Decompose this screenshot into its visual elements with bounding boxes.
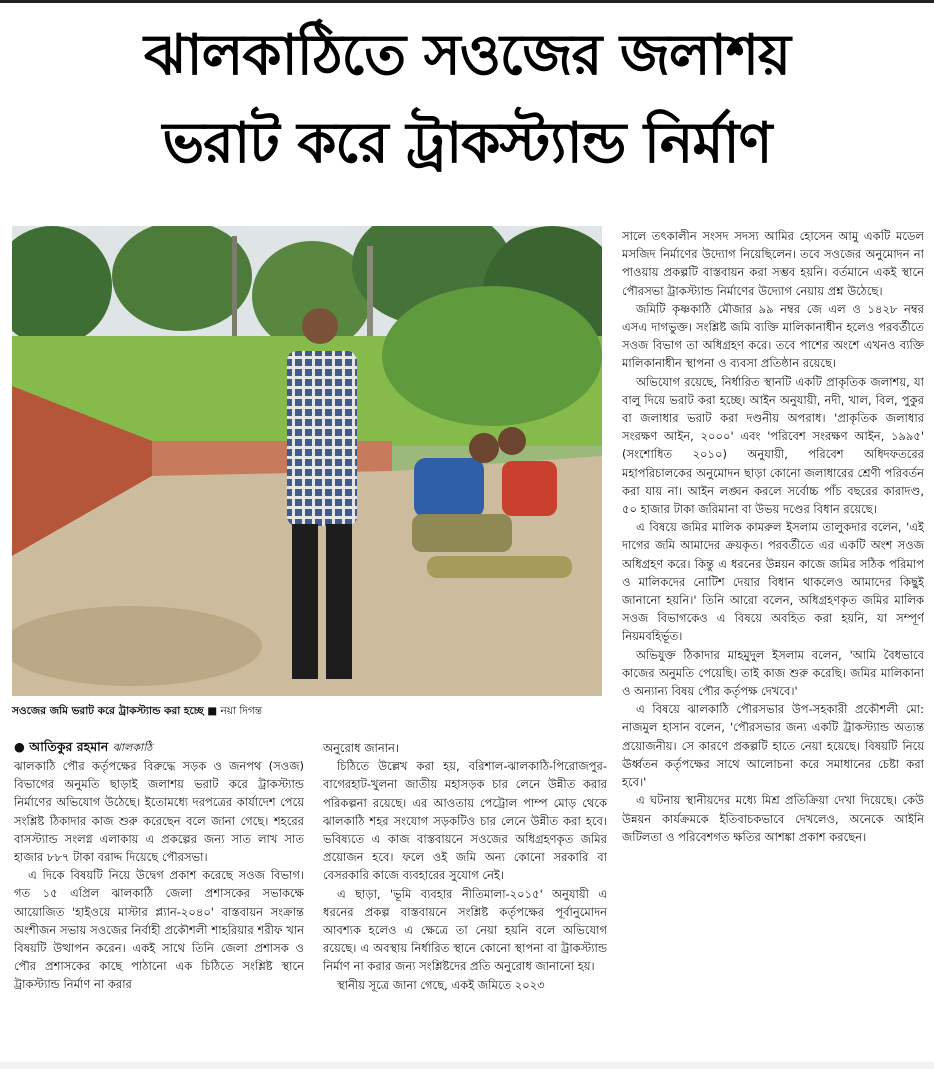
paragraph: এ ঘটনায় স্থানীয়দের মধ্যে মিশ্র প্রতিক্রিয়া দেখা দিয়েছে। কেউ উন্নয়ন কার্যক্রমকে ইতিবাচকভাবে দেখলেও, অনেকে আইনি জটিলতা ও পরিবেশগত ক্ষতির আশঙ্কা প্রকাশ করছেন। [622, 793, 924, 844]
article-column-3 [622, 227, 924, 1059]
photo-caption [12, 704, 612, 721]
paragraph: চিঠিতে উল্লেখ করা হয়, বরিশাল-ঝালকাঠি-পিরোজপুর-বাগেরহাট-খুলনা জাতীয় মহাসড়ক চার লেনে উন্নীত করার পরিকল্পনা রয়েছে। এর আওতায় পেট্রোল পাম্প মোড় থেকে ঝালকাঠি শহর সংযোগ সড়কটিও চার লেনে উন্নীত করা হবে। ভবিষ্যতে এ কাজ বাস্তবায়নে সওজের অধিগ্রহণকৃত জমির প্রয়োজন হবে। ফলে ওই জমি অন্য কোনো সরকারি বা বেসরকারি কাজে ব্যবহারের সুযোগ নেই। [323, 759, 607, 883]
byline-location: ঝালকাঠি [112, 741, 153, 754]
paragraph: এ দিকে বিষয়টি নিয়ে উদ্বেগ প্রকাশ করেছে সওজ বিভাগ। গত ১৫ এপ্রিল ঝালকাঠি জেলা প্রশাসকের সভাকক্ষে আয়োজিত 'হাইওয়ে মাস্টার প্ল্যান-২০৪০' বাস্তবায়ন সংক্রান্ত অংশীজন সভায় সওজের নির্বাহী প্রকৌশলী শাহরিয়ার শরীফ খান বিষয়টি উত্থাপন করেন। একই সাথে তিনি জেলা প্রশাসক ও পৌর প্রশাসকের কাছে পাঠানো এক চিঠিতে সংশ্লিষ্ট স্থানে ট্রাকস্ট্যান্ড নির্মাণ না করার [14, 868, 304, 992]
photo-caption-text: সওজের জমি ভরাট করে ট্রাকস্ট্যান্ড করা হচ্ছে [12, 705, 204, 717]
paragraph: অনুরোধ জানান। [323, 741, 400, 755]
paragraph: ঝালকাঠি পৌর কর্তৃপক্ষের বিরুদ্ধে সড়ক ও জনপথ (সওজ) বিভাগের অনুমতি ছাড়াই জলাশয় ভরাট করে ট্রাকস্ট্যান্ড নির্মাণের অভিযোগ উঠেছে। ইতোমধ্যে দরপত্রের কার্যাদেশ পেয়ে সংশ্লিষ্ট ঠিকাদার কাজ শুরু করেছেন বলে জানা গেছে। শহরের বাসস্ট্যান্ড সংলগ্ন এলাকায় এ প্রকল্পের জন্য সাত লাখ সাত হাজার ৮৮৭ টাকা বরাদ্দ দিয়েছে পৌরসভা। [14, 759, 304, 865]
paragraph: এ বিষয়ে ঝালকাঠি পৌরসভার উপ-সহকারী প্রকৌশলী মো: নাজমুল হাসান বলেন, 'পৌরসভার জন্য একটি ট্রাকস্ট্যান্ড অত্যন্ত প্রয়োজনীয়। সে কারণে প্রকল্পটি হাতে নেয়া হয়েছে। বিষয়টি নিয়ে ঊর্ধ্বতন কর্তৃপক্ষের সাথে আলোচনা করে সমাধানের চেষ্টা করা হবে।' [622, 702, 924, 790]
photo-credit: ■ নয়া দিগন্ত [207, 705, 263, 717]
news-photo-illustration [12, 226, 602, 696]
paragraph: সালে তৎকালীন সংসদ সদস্য আমির হোসেন আমু একটি মডেল মসজিদ নির্মাণের উদ্যোগ নিয়েছিলেন। তবে সওজের অনুমোদন না পাওয়ায় প্রকল্পটি বাস্তবায়ন করা সম্ভব হয়নি। বর্তমানে একই স্থানে পৌরসভা ট্রাকস্ট্যান্ড নির্মাণের উদ্যোগ নেয়ায় প্রশ্ন উঠেছে। [622, 229, 924, 298]
paragraph: এ বিষয়ে জমির মালিক কামরুল ইসলাম তালুকদার বলেন, 'এই দাগের জমি আমাদের ক্রয়কৃত। পরবর্তীতে এর একটি অংশ সওজ অধিগ্রহণ করে। কিন্তু এ ধরনের উন্নয়ন কাজে জমির সঠিক পরিমাপ ও মালিকদের নোটিশ দেয়ার বিধান থাকলেও আমাদের কিছুই জানানো হয়নি।' তিনি আরো বলেন, অধিগ্রহণকৃত জমির মালিক সওজ বিভাগকেও এ বিষয়ে অবহিত করা হয়নি, যা সম্পূর্ণ নিয়মবহির্ভূত। [622, 520, 924, 644]
byline [14, 739, 152, 759]
headline-line-2: ভরাট করে ট্রাকস্ট্যান্ড নির্মাণ [162, 111, 772, 176]
paragraph: জমিটি কৃষ্ণকাঠি মৌজার ৯৯ নম্বর জে এল ও ১৪২৮ নম্বর এসএ দাগভুক্ত। সংশ্লিষ্ট জমি ব্যক্তি মালিকানাধীন হলেও পরবর্তীতে সওজ বিভাগ তা অধিগ্রহণ করে। তবে পাশের অংশে এখনও ব্যক্তি মালিকানাধীন স্থাপনা ও ব্যবসা প্রতিষ্ঠান রয়েছে। [622, 301, 924, 371]
news-photo [12, 226, 602, 696]
top-rule [0, 0, 934, 3]
paragraph: অভিযুক্ত ঠিকাদার মাহমুদুল ইসলাম বলেন, 'আমি বৈধভাবে কাজের অনুমতি পেয়েছি। তাই কাজ শুরু করেছি। জমির মালিকানা ও অন্যান্য বিষয় পৌর কর্তৃপক্ষ দেখবে।' [622, 647, 924, 699]
paragraph: স্থানীয় সূত্রে জানা গেছে, একই জমিতে ২০২৩ [337, 977, 545, 992]
bottom-edge [0, 1062, 934, 1069]
headline-line-1: ঝালকাঠিতে সওজের জলাশয় [143, 23, 791, 88]
byline-author: ● আতিকুর রহমান [14, 739, 109, 754]
paragraph: অভিযোগ রয়েছে, নির্ধারিত স্থানটি একটি প্রাকৃতিক জলাশয়, যা বালু দিয়ে ভরাট করা হচ্ছে। আইন অনুযায়ী, নদী, খাল, বিল, পুকুর বা জলাধার ভরাট করা দণ্ডনীয় অপরাধ। 'প্রাকৃতিক জলাধার সংরক্ষণ আইন, ২০০০' এবং 'পরিবেশ সংরক্ষণ আইন, ১৯৯৫' (সংশোধিত ২০১০) অনুযায়ী, পরিবেশ অধিদফতরের মহাপরিচালকের অনুমোদন ছাড়া কোনো জলাধারের শ্রেণী পরিবর্তন করা যায় না। আইন লঙ্ঘন করলে সর্বোচ্চ পাঁচ বছরের কারাদণ্ড, ৫০ হাজার টাকা জরিমানা বা উভয় দণ্ডের বিধান রয়েছে। [622, 374, 924, 517]
article-column-1 [14, 757, 304, 1057]
paragraph: এ ছাড়া, 'ভূমি ব্যবহার নীতিমালা-২০১৫' অনুযায়ী এ ধরনের প্রকল্প বাস্তবায়নে সংশ্লিষ্ট কর্তৃপক্ষের পূর্বানুমোদন আবশ্যক হলেও এ ক্ষেত্রে তা নেয়া হয়নি বলে অভিযোগ রয়েছে। এ অবস্থায় নির্ধারিত স্থানে কোনো স্থাপনা বা ট্রাকস্ট্যান্ড নির্মাণ না করার জন্য সংশ্লিষ্টদের প্রতি অনুরোধ জানানো হয়। [323, 886, 607, 974]
article-column-2 [323, 739, 607, 1059]
